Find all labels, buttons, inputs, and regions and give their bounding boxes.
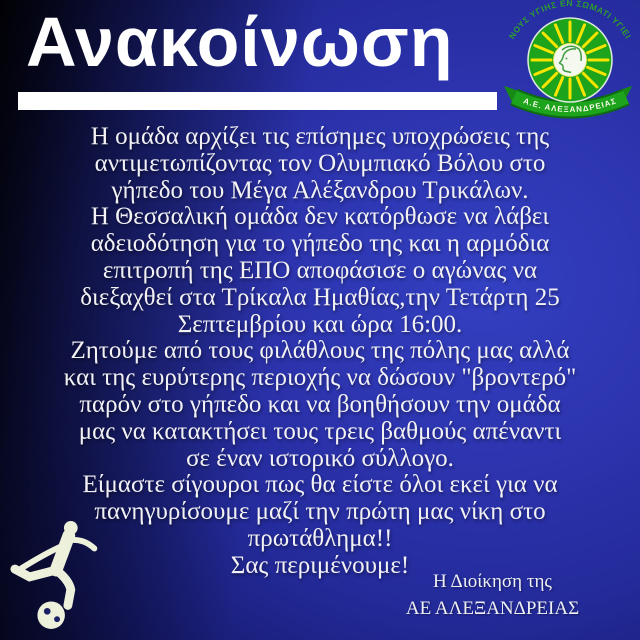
- club-crest-icon: [498, 0, 638, 128]
- body-line: σε έναν ιστορικό σύλλογο.: [186, 444, 454, 472]
- page-title: Ανακοίνωση: [26, 3, 454, 81]
- body-line: γήπεδο του Μέγα Αλέξανδρου Τρικάλων.: [111, 176, 529, 204]
- body-line: παρόν στο γήπεδο και να βοηθήσουν την ομάδα: [79, 390, 561, 418]
- crest-motto-arc: ΝΟΥΣ ΥΓΙΗΣ ΕΝ ΣΩΜΑΤΙ ΥΓΙΕΙ: [506, 0, 634, 41]
- body-line: πανηγυρίσουμε μαζί την πρώτη μας νίκη στο: [94, 498, 546, 526]
- crest-ribbon-text: Α.Ε. ΑΛΕΞΑΝΔΡΕΙΑΣ: [522, 96, 618, 115]
- signature-line-1: Η Διοίκηση της: [433, 571, 552, 592]
- player-leg-kicking: [56, 570, 71, 605]
- footballer-icon: [6, 508, 114, 638]
- body-line: μας να κατακτήσει τους τρεις βαθμούς απέναντι: [78, 417, 562, 445]
- football: [37, 601, 64, 628]
- football-patch: [44, 608, 51, 615]
- football-patch: [54, 616, 60, 622]
- body-line: διεξαχθεί στα Τρίκαλα Ημαθίας,την Τετάρτη 25: [80, 283, 560, 311]
- body-line: αντιμετωπίζοντας τον Ολυμπιακό Βόλου στο: [94, 149, 546, 177]
- body-line: και της ευρύτερης περιοχής να δώσουν "βροντερό": [63, 364, 577, 392]
- body-line: Σας περιμένουμε!: [230, 551, 410, 579]
- body-line: Η Θεσσαλική ομάδα δεν κατόρθωσε να λάβει: [90, 203, 550, 231]
- player-leg-trailing: [15, 569, 56, 577]
- signature-block: [380, 568, 605, 622]
- body-line: πρωτάθλημα!!: [247, 524, 393, 552]
- body-line: Είμαστε σίγουροι πως θα είστε όλοι εκεί για να: [82, 471, 558, 499]
- body-line: Η ομάδα αρχίζει τις επίσημες υποχρώσεις της: [90, 123, 550, 150]
- body-line: επιτροπή της ΕΠΟ αποφάσισε ο αγώνας να: [102, 256, 538, 284]
- body-line: αδειοδότηση για το γήπεδο της και η αρμόδια: [90, 230, 550, 258]
- signature-line-2: ΑΕ ΑΛΕΞΑΝΔΡΕΙΑΣ: [405, 598, 580, 619]
- title-underline-bar: [18, 92, 497, 110]
- body-line: Σεπτεμβρίου και ώρα 16:00.: [177, 310, 463, 338]
- body-line: Ζητούμε από τους φιλάθλους της πόλης μας αλλά: [70, 337, 570, 365]
